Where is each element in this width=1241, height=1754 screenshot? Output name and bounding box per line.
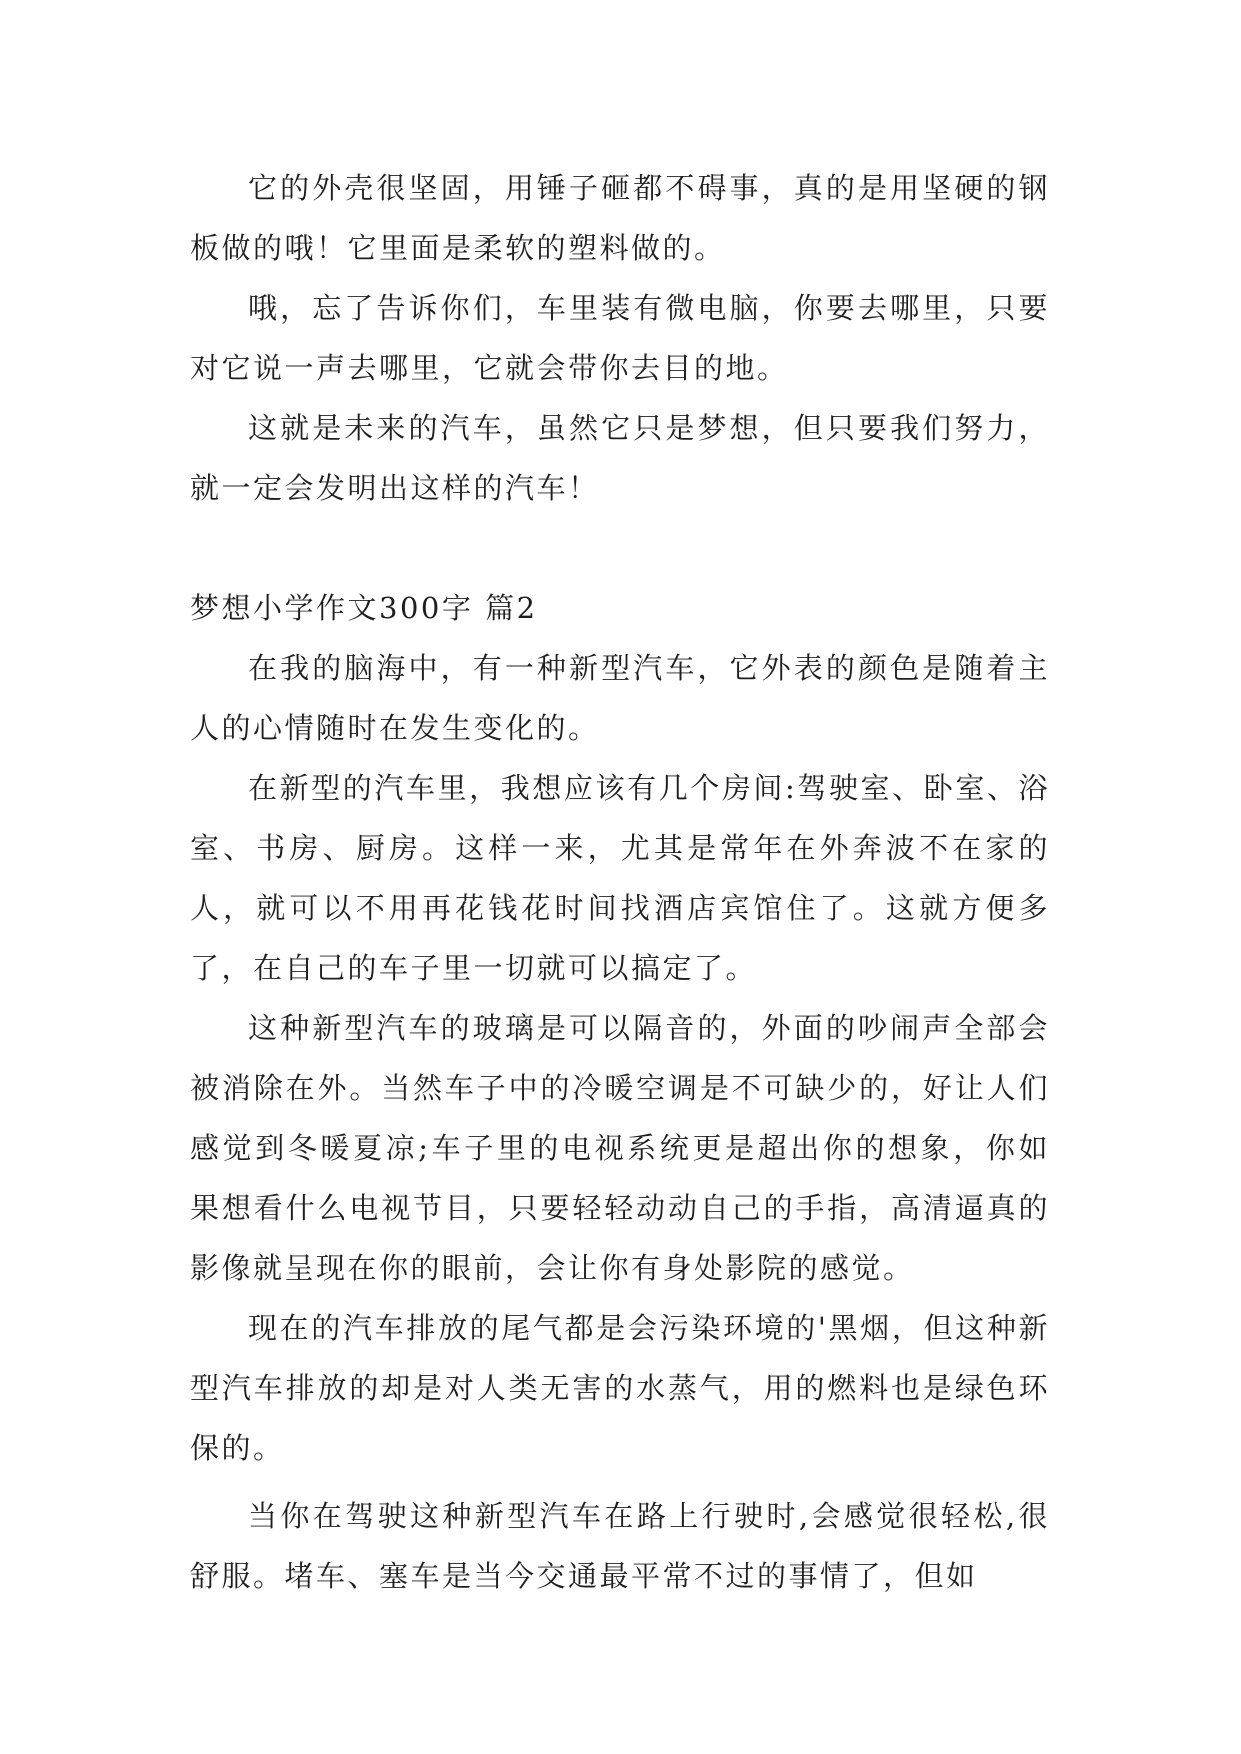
document-body (190, 158, 1050, 1606)
paragraph-future-car: 这就是未来的汽车，虽然它只是梦想，但只要我们努力，就一定会发明出这样的汽车！ (190, 411, 1050, 505)
paragraph-shell-material: 它的外壳很坚固，用锤子砸都不碍事，真的是用坚硬的钢板做的哦！它里面是柔软的塑料做的。 (190, 171, 1050, 265)
paragraph-soundproof: 这种新型汽车的玻璃是可以隔音的，外面的吵闹声全部会被消除在外。当然车子中的冷暖空调是不可缺少的，好让人们感觉到冬暖夏凉;车子里的电视系统更是超出你的想象，你如果想看什么电视节目，只要轻轻动动自己的手指，高清逼真的影像就呈现在你的眼前，会让你有身处影院的感觉。 (190, 1011, 1050, 1285)
paragraph-driving: 当你在驾驶这种新型汽车在路上行驶时,会感觉很轻松,很舒服。堵车、塞车是当今交通最平常不过的事情了，但如 (190, 1499, 1050, 1593)
paragraph-color-change: 在我的脑海中，有一种新型汽车，它外表的颜色是随着主人的心情随时在发生变化的。 (190, 651, 1050, 745)
paragraph-microcomputer: 哦，忘了告诉你们，车里装有微电脑，你要去哪里，只要对它说一声去哪里，它就会带你去目的地。 (190, 291, 1050, 385)
paragraph-emissions: 现在的汽车排放的尾气都是会污染环境的'黑烟，但这种新型汽车排放的却是对人类无害的水蒸气，用的燃料也是绿色环保的。 (190, 1311, 1050, 1465)
section-title: 梦想小学作文300字 篇2 (190, 591, 538, 625)
paragraph-rooms: 在新型的汽车里，我想应该有几个房间:驾驶室、卧室、浴室、书房、厨房。这样一来，尤其是常年在外奔波不在家的人，就可以不用再花钱花时间找酒店宾馆住了。这就方便多了，在自己的车子里一切就可以搞定了。 (190, 771, 1050, 985)
